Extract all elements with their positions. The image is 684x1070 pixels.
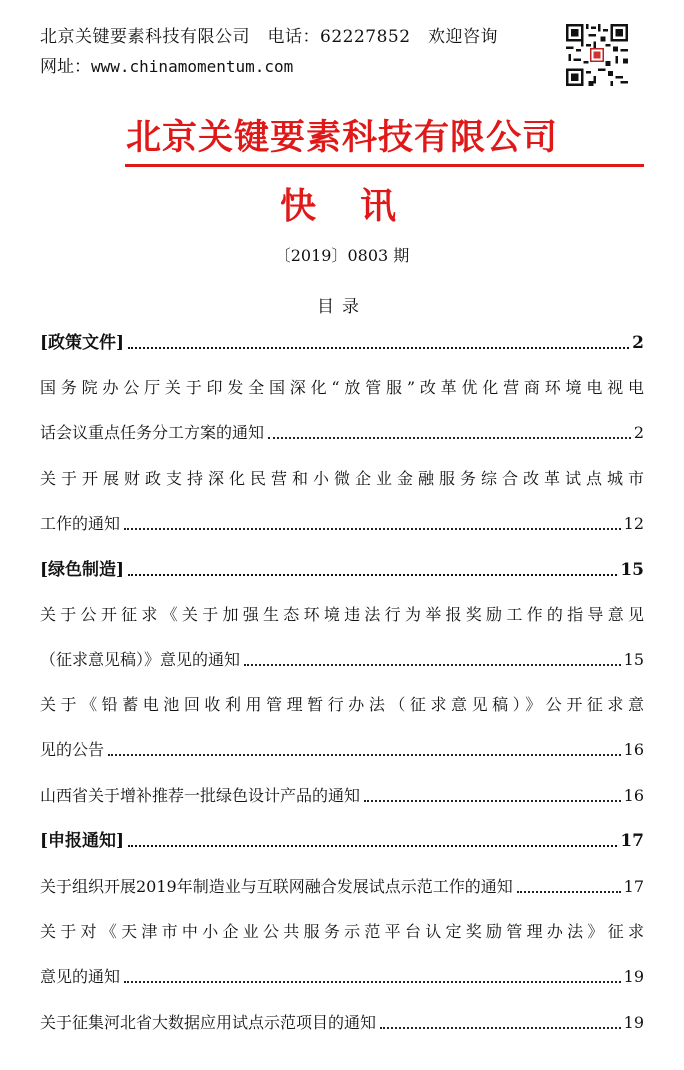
toc-entry-text: 工作的通知 — [40, 514, 121, 533]
dot-leader — [124, 981, 621, 983]
toc-section-title: [政策文件] — [40, 333, 125, 353]
toc-entry-text: 山西省关于增补推荐一批绿色设计产品的通知 — [40, 786, 361, 805]
toc-entry-text: 关于对《天津市中小企业公共服务示范平台认定奖励管理办法》征求 — [40, 922, 649, 941]
toc-title: 目录 — [317, 297, 367, 317]
dot-leader — [244, 664, 621, 666]
toc-section-title: [申报通知] — [40, 831, 125, 851]
dot-leader — [108, 754, 621, 756]
toc-entry-line[interactable] — [40, 468, 649, 490]
toc-entry-line[interactable] — [40, 513, 644, 535]
qr-code-icon — [566, 24, 628, 86]
website-url[interactable]: www.chinamomentum.com — [91, 57, 294, 76]
toc-entry-line[interactable] — [40, 377, 649, 399]
toc-entry-line[interactable] — [40, 422, 644, 444]
newsletter-title: 快讯 — [280, 186, 441, 227]
company-title: 北京关键要素科技有限公司 — [125, 118, 558, 158]
toc-entry-text: 国务院办公厅关于印发全国深化“放管服”改革优化营商环境电视电 — [40, 378, 649, 397]
toc-entry-line[interactable] — [40, 649, 644, 671]
toc-entry-text: 关于组织开展2019年制造业与互联网融合发展试点示范工作的通知 — [40, 877, 513, 896]
website-label: 网址： — [40, 57, 91, 77]
toc-entry-line[interactable] — [40, 604, 649, 626]
dot-leader — [124, 528, 621, 530]
header-website-line — [40, 52, 293, 77]
dot-leader — [128, 347, 629, 349]
toc-page-number: 16 — [623, 786, 644, 805]
dot-leader — [517, 891, 621, 893]
toc-entry-text: 话会议重点任务分工方案的通知 — [40, 423, 265, 442]
toc-entry-text: 关于公开征求《关于加强生态环境违法行为举报奖励工作的指导意见 — [40, 605, 649, 624]
toc-entry-line[interactable] — [40, 694, 649, 716]
toc-page-number: 19 — [623, 967, 644, 986]
title-divider — [125, 164, 644, 167]
toc-entry-line[interactable] — [40, 1012, 644, 1034]
toc-section-green-manufacturing[interactable] — [40, 559, 644, 581]
toc-entry-line[interactable] — [40, 921, 649, 943]
header-contact-line: 北京关键要素科技有限公司 电话：62227852 欢迎咨询 — [40, 27, 499, 47]
toc-entry-text: 关于开展财政支持深化民营和小微企业金融服务综合改革试点城市 — [40, 469, 649, 488]
toc-entry-line[interactable] — [40, 739, 644, 761]
dot-leader — [128, 845, 617, 847]
toc-page-number: 15 — [620, 560, 644, 580]
toc-section-title: [绿色制造] — [40, 560, 125, 580]
toc-entry-line[interactable] — [40, 785, 644, 807]
toc-entry-text: 关于《铅蓄电池回收利用管理暂行办法（征求意见稿）》公开征求意 — [40, 695, 649, 714]
toc-section-application-notices[interactable] — [40, 830, 644, 852]
toc-entry-text: （征求意见稿）》意见的通知 — [40, 650, 241, 669]
toc-section-policy[interactable] — [40, 332, 644, 354]
dot-leader — [364, 800, 621, 802]
dot-leader — [128, 574, 617, 576]
dot-leader — [268, 437, 631, 439]
toc-page-number: 19 — [623, 1013, 644, 1032]
toc-entry-line[interactable] — [40, 876, 644, 898]
toc-entry-text: 见的公告 — [40, 740, 105, 759]
toc-page-number: 17 — [620, 831, 644, 851]
toc-page-number: 15 — [623, 650, 644, 669]
dot-leader — [380, 1027, 621, 1029]
toc-page-number: 12 — [623, 514, 644, 533]
toc-page-number: 17 — [623, 877, 644, 896]
toc-entry-text: 意见的通知 — [40, 967, 121, 986]
toc-page-number: 2 — [632, 333, 644, 353]
toc-entry-line[interactable] — [40, 966, 644, 988]
toc-page-number: 16 — [623, 740, 644, 759]
toc-entry-text: 关于征集河北省大数据应用试点示范项目的通知 — [40, 1013, 377, 1032]
toc-page-number: 2 — [633, 423, 644, 442]
issue-number: 〔2019〕0803 期 — [274, 246, 410, 265]
